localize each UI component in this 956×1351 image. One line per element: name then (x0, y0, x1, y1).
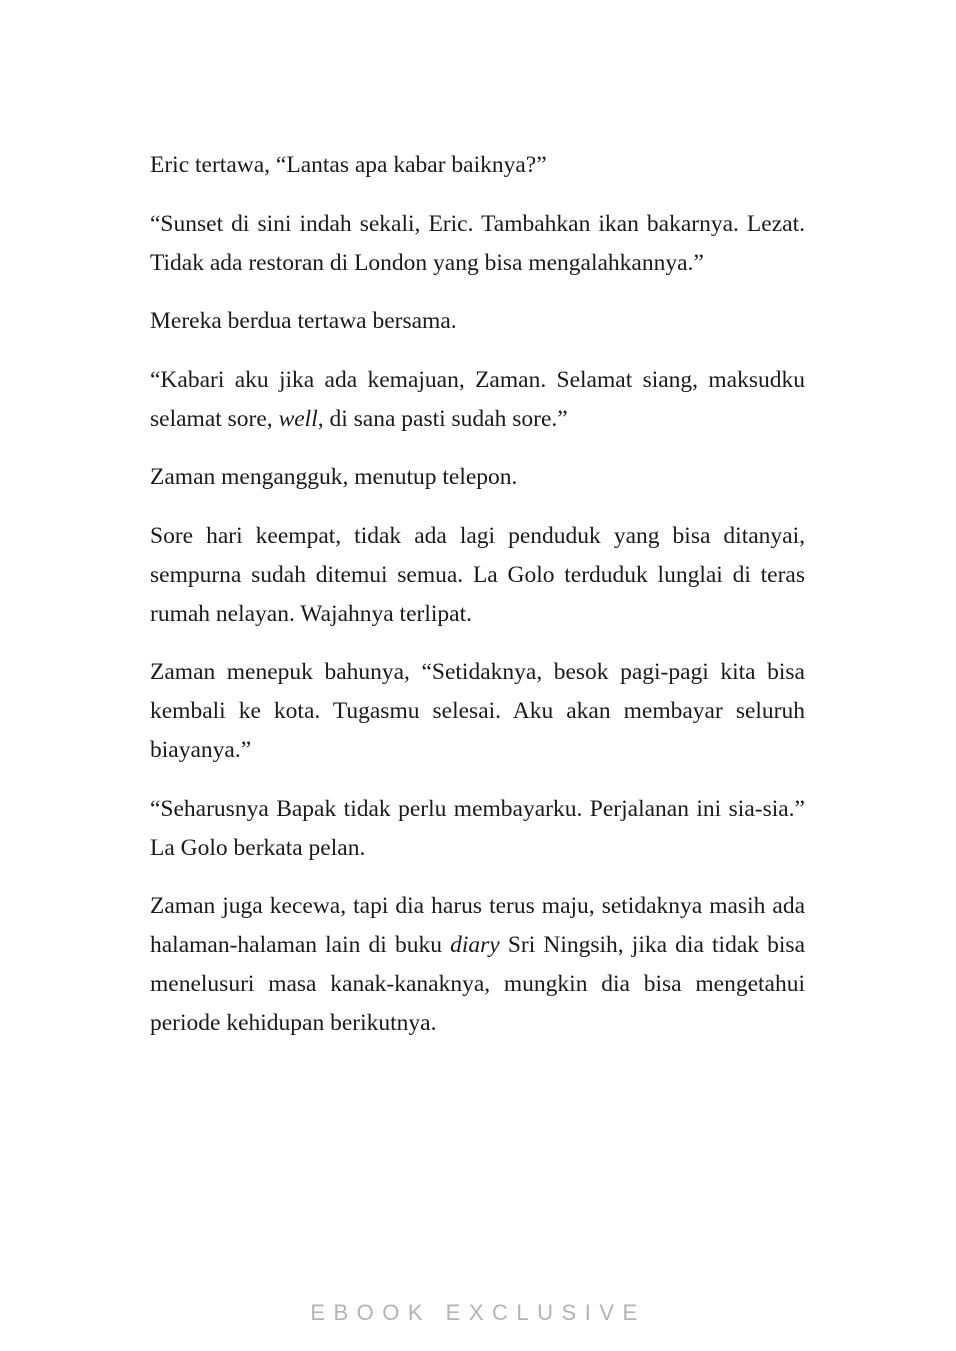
paragraph-text: Eric tertawa, “Lantas apa kabar baiknya?” (150, 152, 547, 178)
page-body (150, 146, 805, 1063)
paragraph-text: “Kabari aku jika ada kemajuan, Zaman. Selamat siang, maksudku selamat sore, (150, 366, 805, 432)
paragraph (150, 205, 805, 283)
paragraph (150, 458, 805, 497)
paragraph (150, 653, 805, 770)
paragraph-text: Sore hari keempat, tidak ada lagi penduduk yang bisa ditanyai, sempurna sudah ditemui semua. La Golo terduduk lunglai di teras rumah nelayan. Wajahnya terlipat. (150, 522, 805, 627)
italic-word: diary (450, 932, 500, 958)
paragraph-text: “Seharusnya Bapak tidak perlu membayarku. Perjalanan ini sia-sia.” La Golo berkata pelan. (150, 795, 805, 861)
paragraph-text: Sri Ningsih, jika dia tidak bisa menelusuri masa kanak-kanaknya, mungkin dia bisa mengetahui periode kehidupan berikutnya. (150, 932, 805, 1036)
paragraph-text: Zaman mengangguk, menutup telepon. (150, 464, 518, 490)
paragraph-text: “Sunset di sini indah sekali, Eric. Tambahkan ikan bakarnya. Lezat. Tidak ada restoran di London yang bisa mengalahkannya.” (150, 210, 805, 276)
paragraph (150, 517, 805, 634)
paragraph (150, 790, 805, 868)
paragraph (150, 302, 805, 341)
paragraph-text: , di sana pasti sudah sore.” (317, 405, 568, 432)
footer-label: EBOOK EXCLUSIVE (310, 1300, 646, 1325)
italic-word: well (278, 405, 318, 432)
paragraph (150, 146, 805, 185)
paragraph-text: Mereka berdua tertawa bersama. (150, 308, 457, 334)
paragraph (150, 887, 805, 1043)
paragraph-text: Zaman menepuk bahunya, “Setidaknya, besok pagi-pagi kita bisa kembali ke kota. Tugasmu selesai. Aku akan membayar seluruh biayanya.” (150, 659, 805, 763)
paragraph-text: Zaman juga kecewa, tapi dia harus terus maju, setidaknya masih ada halaman-halaman lain di buku (150, 893, 805, 958)
paragraph (150, 361, 805, 439)
